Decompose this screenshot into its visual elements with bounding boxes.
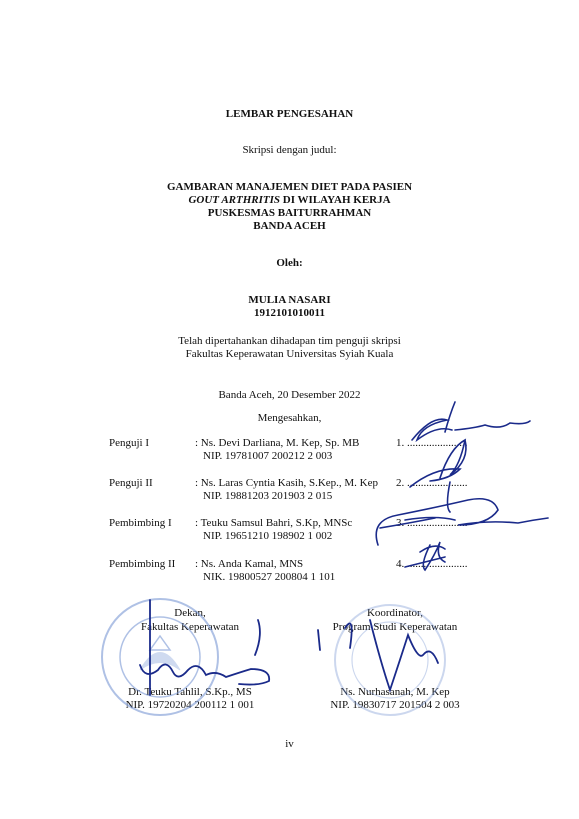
- examiner-id: NIP. 19881203 201903 2 015: [203, 490, 333, 502]
- examiner-id: NIP. 19651210 198902 1 002: [203, 530, 333, 542]
- dean-unit: Fakultas Keperawatan: [140, 621, 240, 633]
- by-label: Oleh:: [276, 257, 303, 269]
- thesis-title-line-3: PUSKESMAS BAITURRAHMAN: [207, 207, 372, 219]
- coordinator-unit: Program Studi Keperawatan: [332, 621, 458, 633]
- coordinator-name: Ns. Nurhasanah, M. Kep: [340, 686, 450, 698]
- examiner-signatures: [376, 402, 548, 570]
- examiner-id: NIP. 19781007 200212 2 003: [203, 450, 333, 462]
- defense-line-1: Telah dipertahankan dihadapan tim penguji skripsi: [178, 335, 401, 347]
- page-subtitle: Skripsi dengan judul:: [242, 144, 337, 156]
- author-name: MULIA NASARI: [248, 294, 331, 306]
- thesis-title-italic: GOUT ARTHRITIS: [188, 194, 281, 206]
- dean-signature: [140, 600, 269, 695]
- examiner-sign-line: 4. ......................: [396, 558, 468, 570]
- examiner-name: : Teuku Samsul Bahri, S.Kp, MNSc: [195, 517, 353, 529]
- defense-line-2: Fakultas Keperawatan Universitas Syiah Kuala: [185, 348, 394, 360]
- examiner-role: Penguji I: [109, 437, 150, 449]
- coordinator-title: Koordinator,: [366, 607, 424, 619]
- page-number: iv: [285, 738, 294, 750]
- faculty-stamp: [102, 599, 218, 715]
- dean-name: Dr. Teuku Tahlil, S.Kp., MS: [128, 686, 252, 698]
- examiner-name: : Ns. Laras Cyntia Kasih, S.Kep., M. Kep: [195, 477, 379, 489]
- examiner-role: Pembimbing II: [109, 558, 176, 570]
- page-title: LEMBAR PENGESAHAN: [225, 108, 354, 120]
- examiner-role: Pembimbing I: [109, 517, 172, 529]
- place-date: Banda Aceh, 20 Desember 2022: [218, 389, 361, 401]
- dean-title: Dekan,: [174, 607, 206, 619]
- examiner-id: NIK. 19800527 200804 1 101: [203, 571, 336, 583]
- coordinator-id: NIP. 19830717 201504 2 003: [330, 699, 460, 711]
- program-stamp: [335, 605, 445, 715]
- examiner-sign-line: 3. ......................: [396, 517, 468, 529]
- thesis-title-line-4: BANDA ACEH: [253, 220, 326, 232]
- examiner-role: Penguji II: [109, 477, 153, 489]
- examiner-name: : Ns. Devi Darliana, M. Kep, Sp. MB: [195, 437, 360, 449]
- examiner-sign-line: 1. ......................: [396, 437, 468, 449]
- thesis-title-line-1: GAMBARAN MANAJEMEN DIET PADA PASIEN: [166, 181, 413, 193]
- examiner-sign-line: 2. ......................: [396, 477, 468, 489]
- examiner-name: : Ns. Anda Kamal, MNS: [195, 558, 304, 570]
- approved-label: Mengesahkan,: [257, 412, 322, 424]
- dean-id: NIP. 19720204 200112 1 001: [125, 699, 255, 711]
- author-nim: 1912101010011: [254, 307, 325, 319]
- thesis-title-line-2-rest: DI WILAYAH KERJA: [280, 194, 391, 206]
